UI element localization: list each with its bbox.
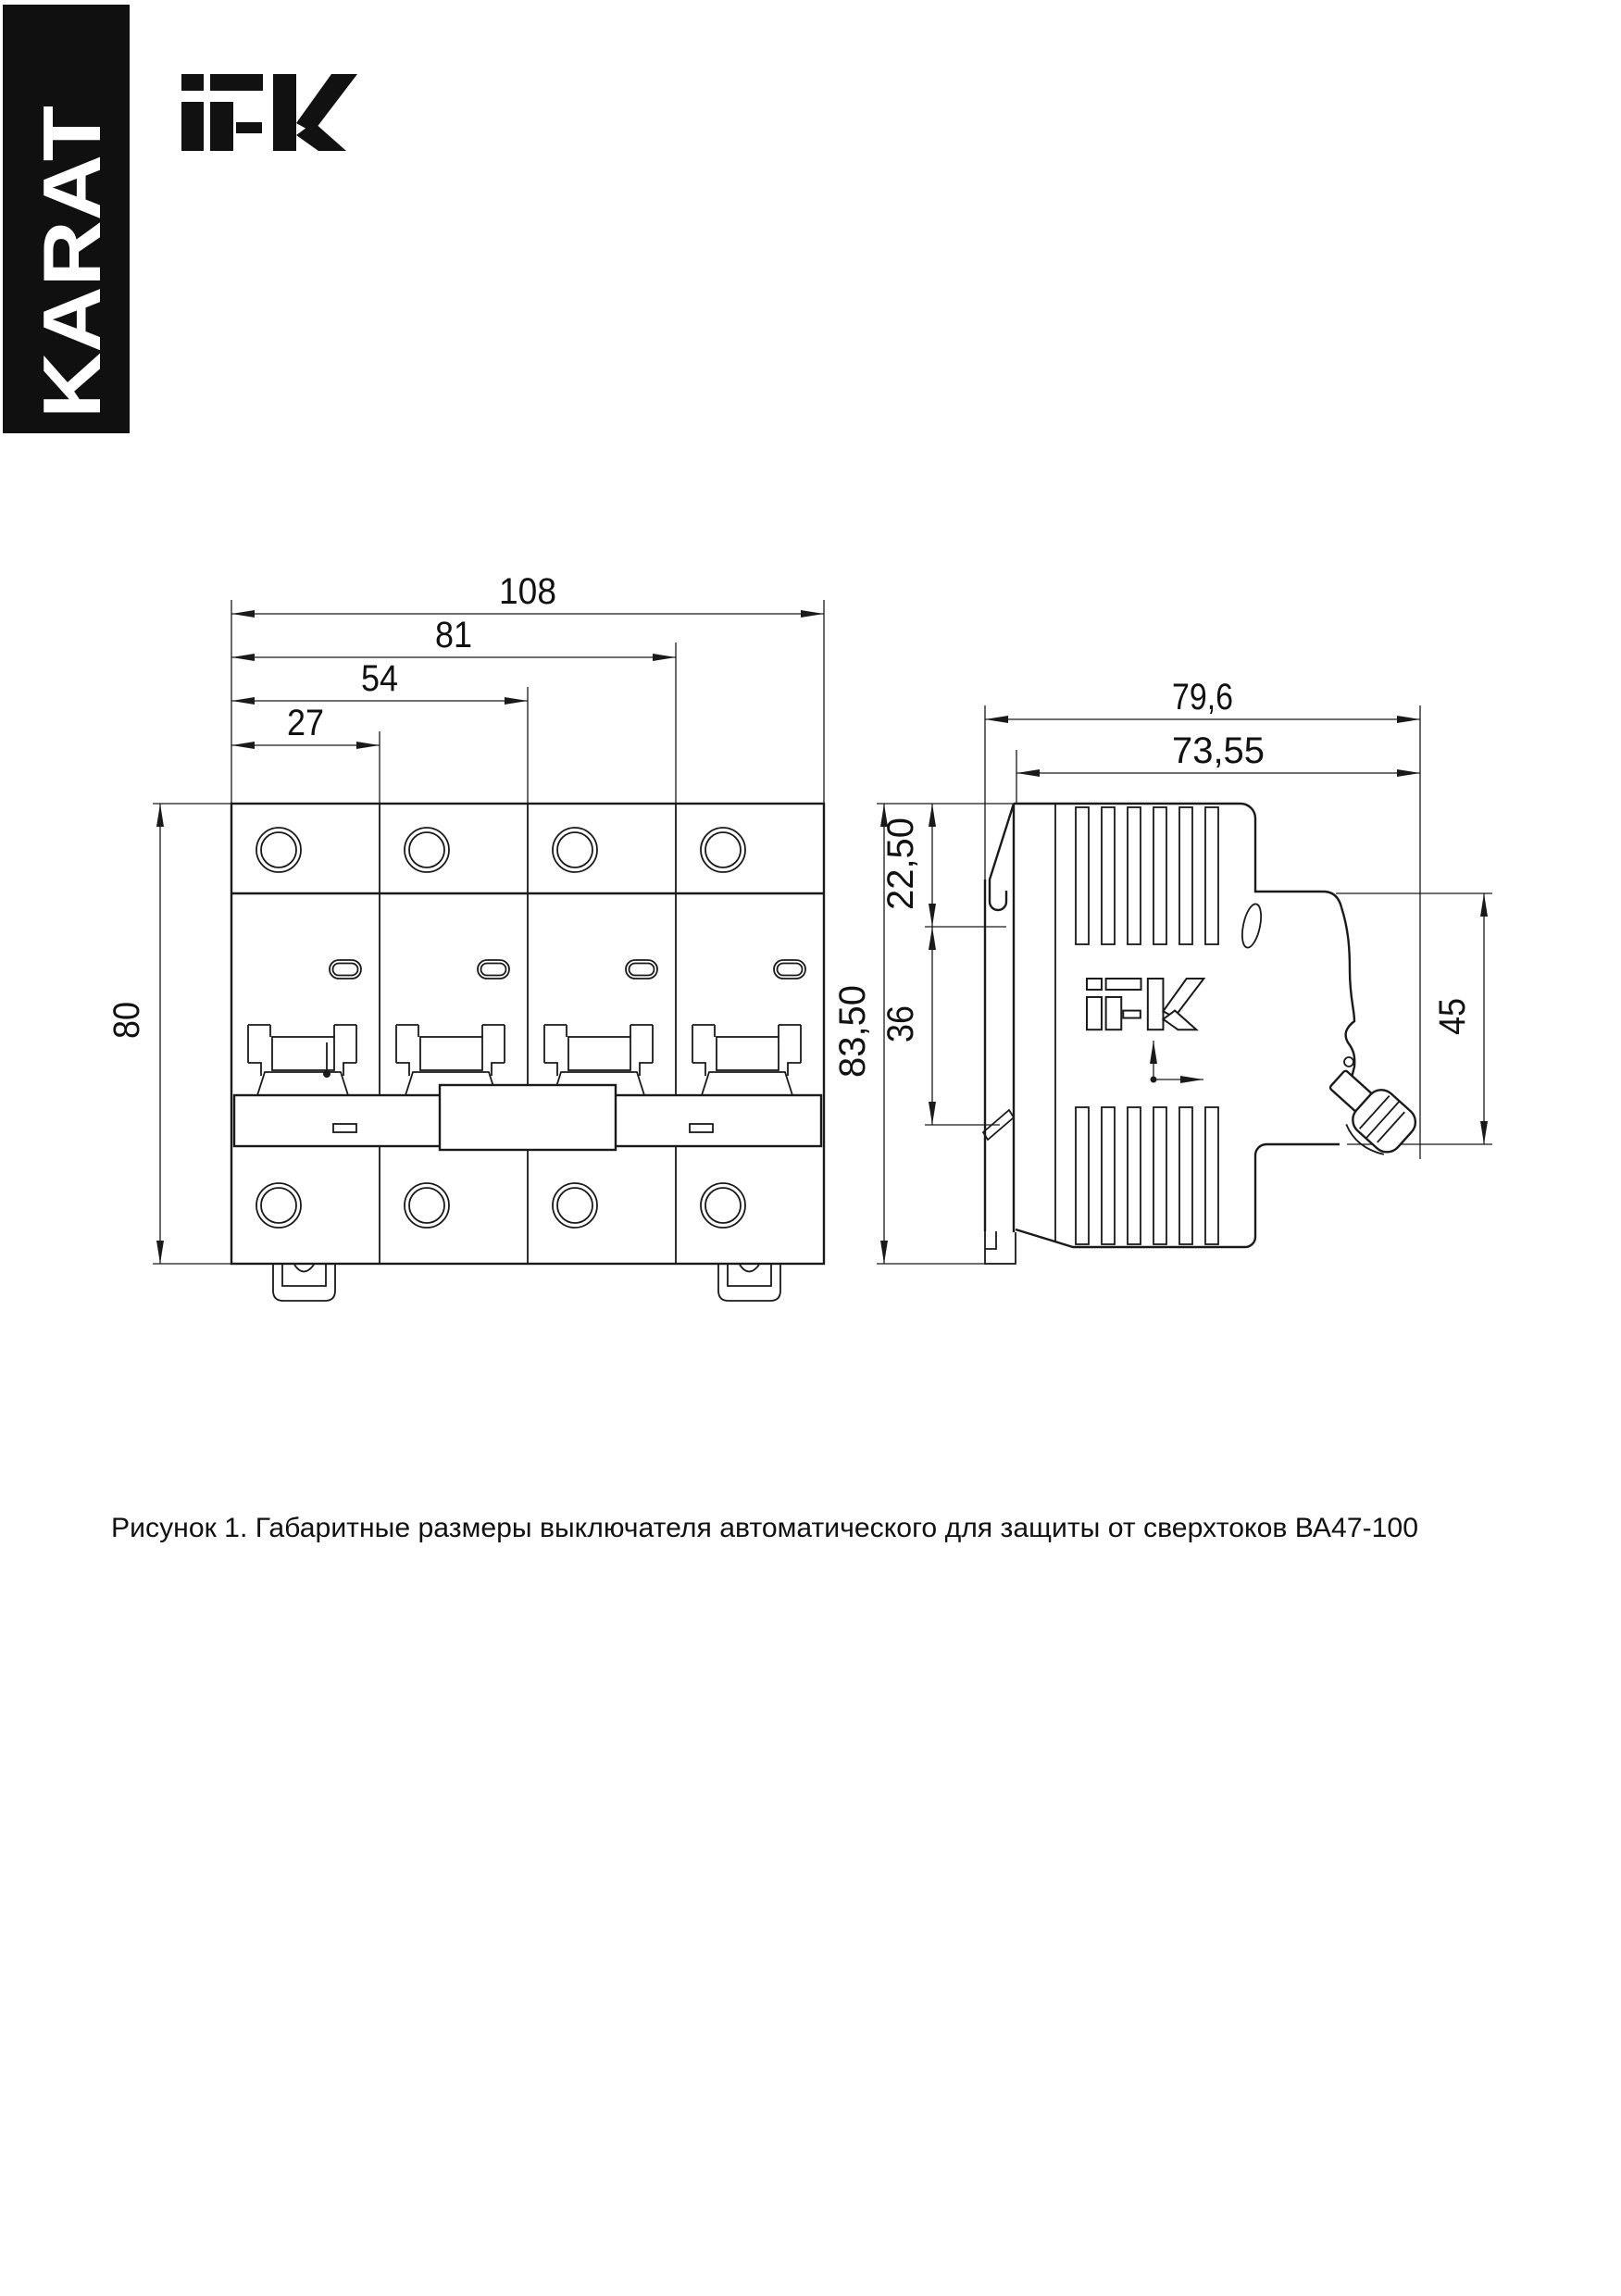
dim-label-80: 80 xyxy=(106,997,147,1039)
karat-brand-text: KARAT xyxy=(26,139,118,418)
side-view xyxy=(832,677,1492,1264)
front-view-body xyxy=(231,804,824,1301)
tie-bar-grip xyxy=(440,1085,616,1150)
dim-label-81: 81 xyxy=(435,615,472,655)
toggle-indicator-dot xyxy=(323,1070,330,1078)
din-latch-foot xyxy=(985,1231,1016,1264)
dim-label-79-6: 79,6 xyxy=(1172,677,1233,718)
dim-label-45: 45 xyxy=(1432,993,1473,1035)
dim-label-83-50: 83,50 xyxy=(832,984,873,1078)
dim-label-108: 108 xyxy=(499,571,556,612)
iek-logo xyxy=(181,74,357,151)
karat-sidebar xyxy=(3,5,130,433)
toggle-handle xyxy=(1316,1060,1422,1164)
figure-caption: Рисунок 1. Габаритные размеры выключателя автоматического для защиты от сверхтоков ВА47-100 xyxy=(111,1513,1418,1543)
vent-slots-lower xyxy=(1076,1107,1218,1244)
dim-label-22-50: 22,50 xyxy=(880,817,921,910)
dim-label-27: 27 xyxy=(287,703,324,743)
dim-label-54: 54 xyxy=(361,658,398,699)
din-clip-right xyxy=(718,1265,780,1301)
mount-slot xyxy=(1239,903,1265,950)
front-extension-lines xyxy=(153,600,824,1264)
dim-label-73-55: 73,55 xyxy=(1172,730,1265,771)
front-dimension-lines xyxy=(160,614,824,1264)
vent-slots-upper xyxy=(1076,807,1218,944)
side-iek-logo xyxy=(1087,979,1203,1029)
logo-leader-arrows xyxy=(1151,1041,1204,1083)
front-view xyxy=(106,571,824,1301)
handle-pivot-dot xyxy=(1344,1057,1353,1067)
dim-label-36: 36 xyxy=(880,1001,921,1042)
side-view-body xyxy=(983,804,1421,1264)
din-clip-left xyxy=(273,1265,335,1301)
